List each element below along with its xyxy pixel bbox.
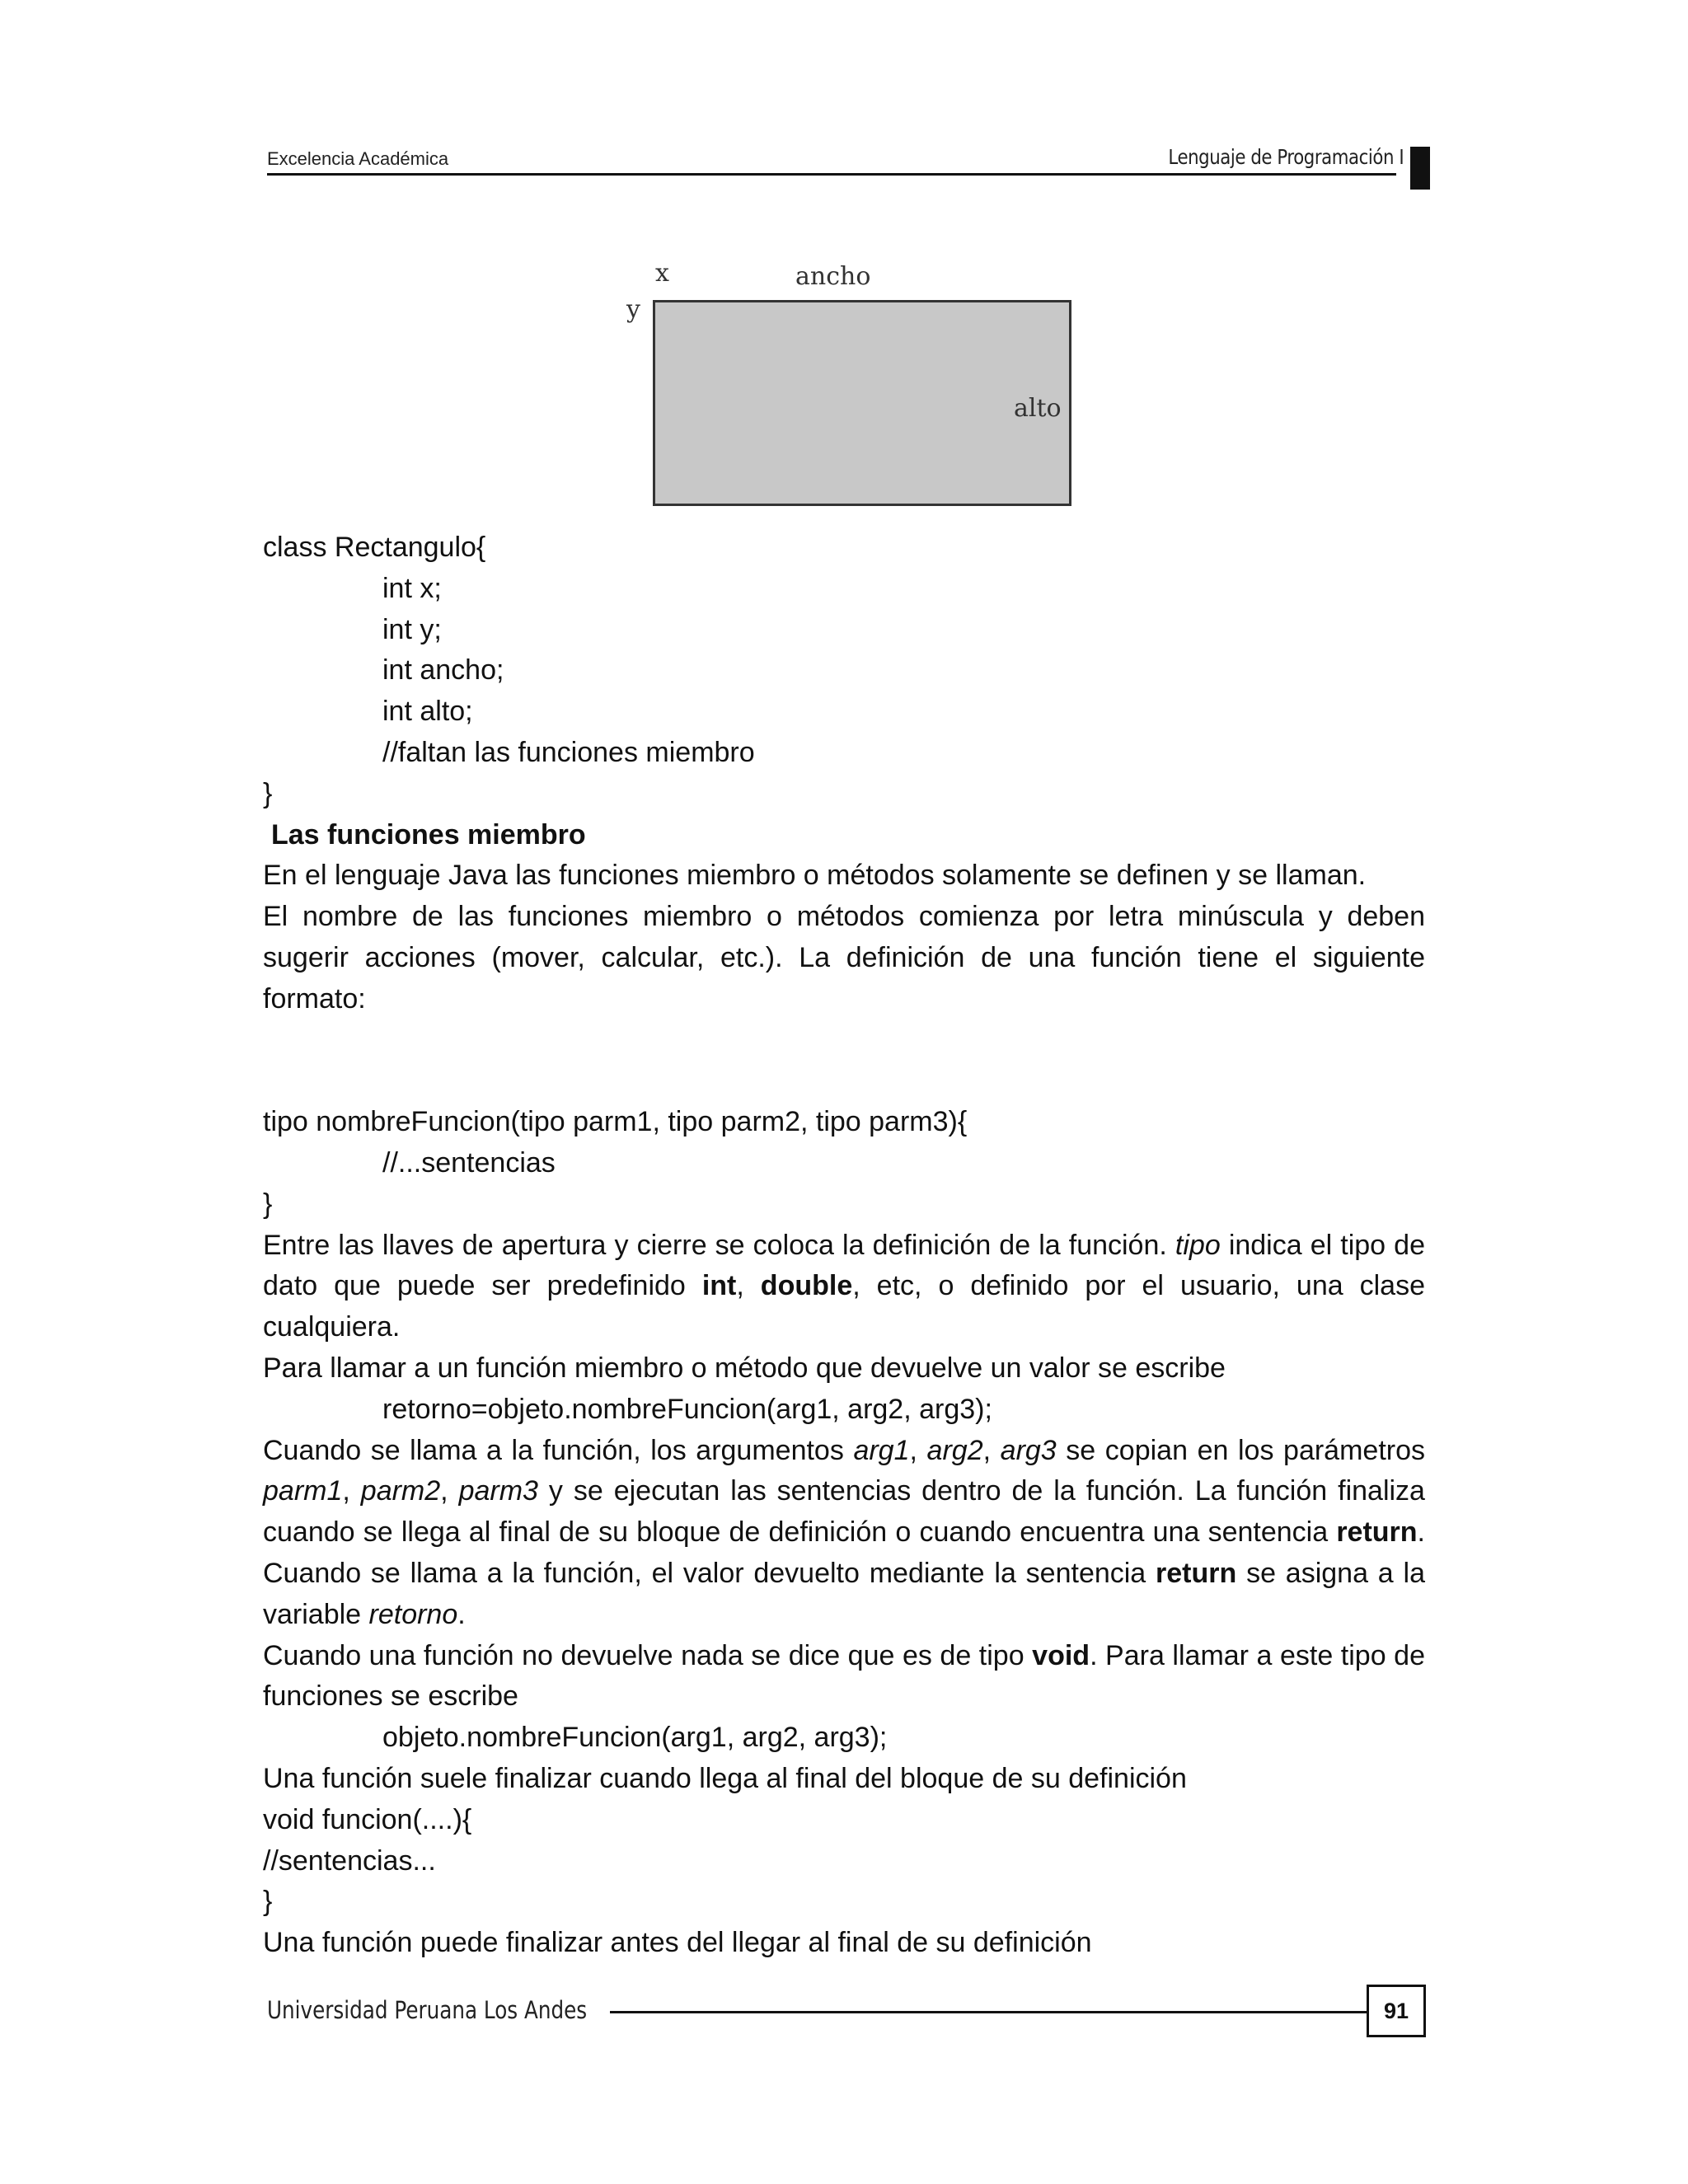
italic-term: arg1 (853, 1434, 910, 1466)
text-run: , (736, 1270, 761, 1302)
italic-term: parm1 (263, 1475, 343, 1507)
paragraph (263, 1431, 1425, 1636)
header-tab-marker (1410, 147, 1430, 190)
figure-rectangle (653, 300, 1071, 506)
bold-term: return (1156, 1557, 1237, 1589)
footer-institution: Universidad Peruana Los Andes (267, 1996, 588, 2024)
page-number: 91 (1367, 1985, 1426, 2037)
rectangle-figure (618, 255, 1080, 511)
code-line: int x; (382, 572, 442, 604)
text-run: Entre las llaves de apertura y cierre se coloca la definición de la función. (263, 1229, 1175, 1261)
figure-height-label: alto (1014, 394, 1062, 423)
bold-term: int (701, 1270, 737, 1302)
text-run: . Para llamar a este tipo de funciones se escribe (263, 1639, 1425, 1713)
code-comment: //...sentencias (382, 1146, 556, 1179)
paragraph: Una función suele finalizar cuando llega al final del bloque de su definición (263, 1762, 1187, 1794)
figure-x-label: x (655, 259, 669, 288)
page-body (263, 527, 1425, 1964)
code-line: objeto.nombreFuncion(arg1, arg2, arg3); (382, 1722, 888, 1754)
code-line: } (263, 1886, 273, 1918)
text-run: Cuando una función no devuelve nada se dice que es de tipo (263, 1639, 1033, 1671)
paragraph: Una función puede finalizar antes del llegar al final de su definición (263, 1927, 1092, 1959)
text-run: . Cuando se llama a la función, el valor devuelto mediante la sentencia (263, 1516, 1425, 1589)
figure-width-label: ancho (795, 262, 871, 291)
bold-term: void (1032, 1639, 1090, 1671)
code-line: int y; (382, 613, 442, 645)
bold-term: return (1336, 1516, 1418, 1549)
running-header-right: Lenguaje de Programación I (1168, 145, 1404, 169)
footer-rule (610, 2011, 1367, 2013)
italic-term: retorno (368, 1598, 458, 1630)
text-run: , etc, o definido por el usuario, una clase cualquiera. (263, 1270, 1425, 1343)
code-line: void funcion(....){ (263, 1803, 472, 1835)
section-heading: Las funciones miembro (271, 818, 586, 851)
text-run: , (982, 1434, 1001, 1466)
code-line: } (263, 777, 273, 809)
code-comment: //faltan las funciones miembro (382, 736, 755, 768)
running-header-left: Excelencia Académica (267, 148, 449, 169)
paragraph: En el lenguaje Java las funciones miembro o métodos solamente se definen y se llaman. (263, 860, 1367, 892)
header-rule (267, 173, 1396, 176)
spacer (263, 1020, 1425, 1103)
paragraph: Para llamar a un función miembro o método que devuelve un valor se escribe (263, 1352, 1226, 1384)
code-comment: //sentencias... (263, 1844, 436, 1877)
code-line: tipo nombreFuncion(tipo parm1, tipo parm2, tipo parm3){ (263, 1106, 968, 1138)
paragraph: El nombre de las funciones miembro o métodos comienza por letra minúscula y deben sugerir acciones (mover, calcular, etc.). La definición de una función tiene el siguiente formato: (263, 901, 1425, 1015)
figure-y-label: y (626, 295, 640, 324)
italic-term: tipo (1175, 1229, 1221, 1261)
code-line: retorno=objeto.nombreFuncion(arg1, arg2, arg3); (382, 1393, 992, 1425)
text-run: se copian en los parámetros (1056, 1434, 1425, 1466)
code-line: int alto; (382, 696, 473, 728)
paragraph (263, 1636, 1425, 1718)
text-run: Cuando se llama a la función, los argumentos (263, 1434, 854, 1466)
italic-term: parm3 (458, 1475, 538, 1507)
text-run: se asigna a la variable (263, 1557, 1425, 1630)
text-run: . (457, 1598, 466, 1630)
italic-term: parm2 (360, 1475, 441, 1507)
text-run: , (342, 1475, 361, 1507)
bold-term: double (760, 1270, 853, 1302)
text-run: , (440, 1475, 459, 1507)
text-run: y se ejecutan las sentencias dentro de la función. La función finaliza cuando se llega al final de su bloque de definición o cuando encuentra una sentencia (263, 1475, 1425, 1549)
code-line: int ancho; (382, 654, 504, 687)
paragraph (263, 1226, 1425, 1348)
text-run: indica el tipo de dato que puede ser predefinido (263, 1229, 1425, 1302)
code-line: } (263, 1188, 273, 1220)
italic-term: arg2 (926, 1434, 983, 1466)
code-line: class Rectangulo{ (263, 532, 486, 563)
italic-term: arg3 (1000, 1434, 1057, 1466)
text-run: , (909, 1434, 927, 1466)
